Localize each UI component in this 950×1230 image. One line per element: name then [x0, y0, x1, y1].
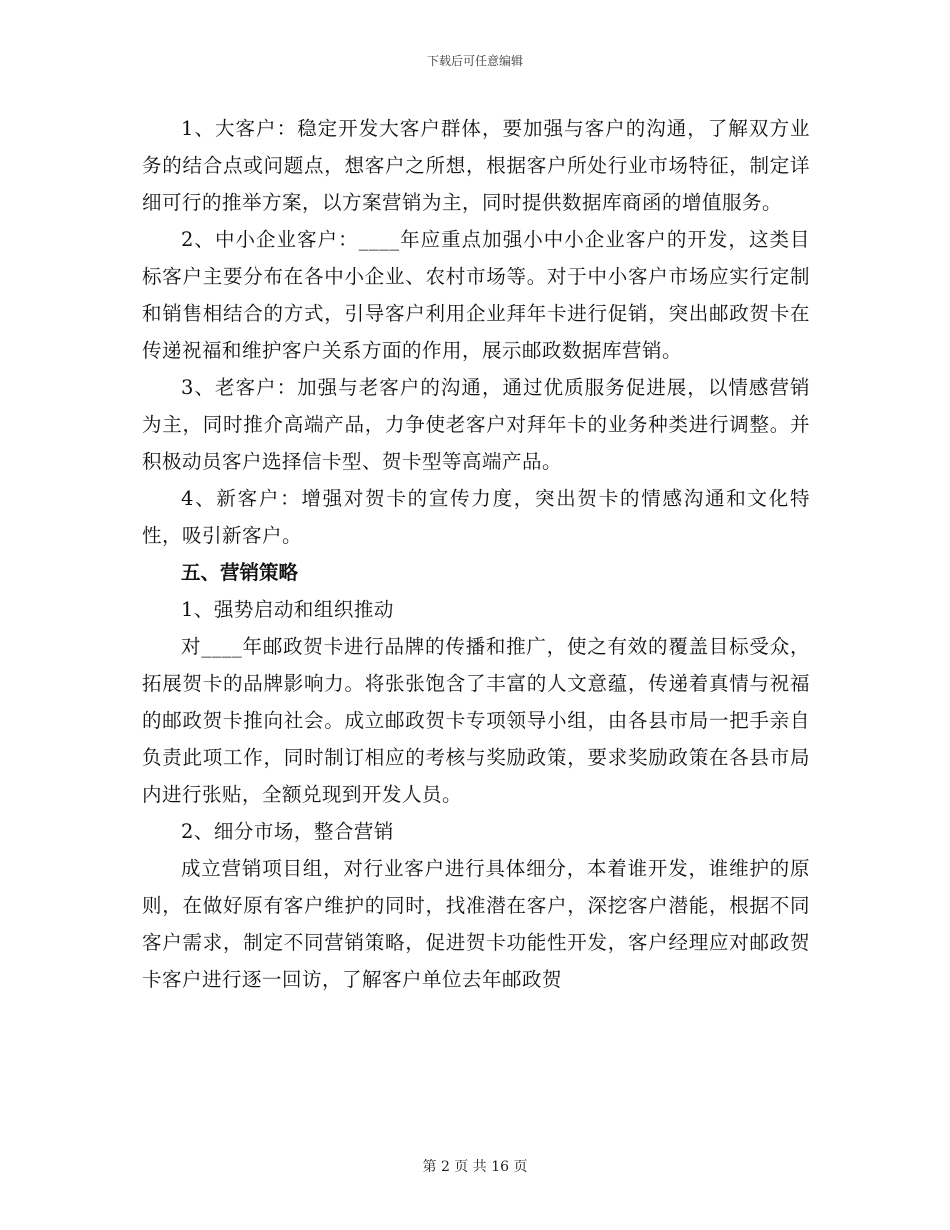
paragraph-market-segmentation: 成立营销项目组，对行业客户进行具体细分，本着谁开发，谁维护的原则，在做好原有客户维护的同时，找准潜在客户，深挖客户潜能，根据不同客户需求，制定不同营销策略，促进贺卡功能性开发，客户经理应对邮政贺卡客户进行逐一回访，了解客户单位去年邮政贺: [142, 857, 810, 991]
page-header: 下载后可任意编辑: [426, 54, 523, 68]
paragraph-sme-customers: 2、中小企业客户：____年应重点加强小中小企业客户的开发，这类目标客户主要分布在各中小企业、农村市场等。对于中小客户市场应实行定制和销售相结合的方式，引导客户利用企业拜年卡进行促销，突出邮政贺卡在传递祝福和维护客户关系方面的作用，展示邮政数据库营销。: [142, 228, 810, 362]
page-number-footer: 第 2 页 共 16 页: [422, 1159, 528, 1175]
paragraph-new-customers: 4、新客户：增强对贺卡的宣传力度，突出贺卡的情感沟通和文化特性，吸引新客户。: [142, 487, 810, 547]
section-title-marketing-strategy: 五、营销策略: [181, 561, 299, 584]
subsection-title-market-segmentation: 2、细分市场，整合营销: [181, 820, 394, 843]
paragraph-strong-launch: 对____年邮政贺卡进行品牌的传播和推广，使之有效的覆盖目标受众，拓展贺卡的品牌影响力。将张张饱含了丰富的人文意蕴，传递着真情与祝福的邮政贺卡推向社会。成立邮政贺卡专项领导小组，由各县市局一把手亲自负责此项工作，同时制订相应的考核与奖励政策，要求奖励政策在各县市局内进行张贴，全额兑现到开发人员。: [142, 635, 810, 806]
document-body: [142, 110, 810, 998]
paragraph-old-customers: 3、老客户：加强与老客户的沟通，通过优质服务促进展，以情感营销为主，同时推介高端产品，力争使老客户对拜年卡的业务种类进行调整。并积极动员客户选择信卡型、贺卡型等高端产品。: [142, 376, 810, 473]
paragraph-big-customers: 1、大客户：稳定开发大客户群体，要加强与客户的沟通，了解双方业务的结合点或问题点，想客户之所想，根据客户所处行业市场特征，制定详细可行的推举方案，以方案营销为主，同时提供数据库商函的增值服务。: [142, 117, 810, 214]
subsection-title-strong-launch: 1、强势启动和组织推动: [181, 598, 394, 621]
